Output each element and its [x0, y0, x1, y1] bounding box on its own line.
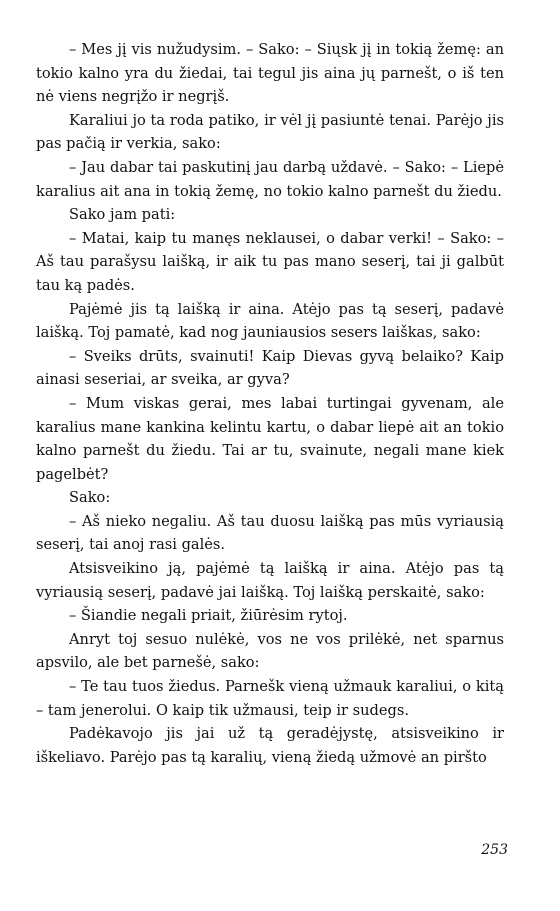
paragraph-3: – Jau dabar tai paskutinį jau darbą uždavė. – Sako: – Liepė karalius ait ana in tokią žemę, no tokio kalno parnešt du žiedu. — [36, 158, 504, 200]
paragraph-7: – Sveiks drūts, svainuti! Kaip Dievas gyvą belaiko? Kaip ainasi seseriai, ar sveika, ar gyva? — [36, 347, 504, 389]
paragraph-13: Anryt toj sesuo nulėkė, vos ne vos prilėkė, net sparnus apsvilo, ale bet parnešė, sako: — [36, 630, 504, 672]
paragraph-2: Karaliui jo ta roda patiko, ir vėl jį pasiuntė tenai. Parėjo jis pas pačią ir verkia, sako: — [36, 111, 504, 153]
paragraph-12: – Šiandie negali priait, žiūrėsim rytoj. — [69, 607, 348, 625]
paragraph-5: – Matai, kaip tu manęs neklausei, o dabar verki! – Sako: – Aš tau parašysu laišką, ir aik tu pas mano seserį, tai ji galbūt tau ką padės. — [36, 229, 504, 294]
paragraph-8: – Mum viskas gerai, mes labai turtingai gyvenam, ale karalius mane kankina kelintu kartu, o dabar liepė ait an tokio kalno parnešt du žiedu. Tai ar tu, svainute, negali mane kiek pagelbėt? — [36, 394, 504, 483]
paragraph-11: Atsisveikino ją, pajėmė tą laišką ir aina. Atėjo pas tą vyriausią seserį, padavė jai laišką. Toj laišką perskaitė, sako: — [36, 560, 504, 601]
paragraph-1: – Mes jį vis nužudysim. – Sako: – Siųsk jį in tokią žemę: an tokio kalno yra du žiedai, tai tegul jis aina jų parnešt, o iš ten nė viens negrįžo ir negrįš. — [36, 41, 504, 106]
paragraph-15: Padėkavojo jis jai už tą geradėjystę, atsisveikino ir iškeliavo. Parėjo pas tą karalių, vieną žiedą užmovė an piršto — [36, 725, 504, 766]
paragraph-10: – Aš nieko negaliu. Aš tau duosu laišką pas mūs vyriausią seserį, tai anoj rasi galės. — [36, 512, 504, 554]
paragraph-4: Sako jam pati: — [69, 206, 176, 224]
page-number: 253 — [481, 842, 508, 858]
paragraph-14: – Te tau tuos žiedus. Parnešk vieną užmauk karaliui, o kitą – tam jenerolui. O kaip tik užmausi, teip ir sudegs. — [36, 678, 504, 719]
paragraph-6: Pajėmė jis tą laišką ir aina. Atėjo pas tą seserį, padavė laišką. Toj pamatė, kad nog jauniausios sesers laiškas, sako: — [36, 300, 504, 342]
paragraph-9: Sako: — [69, 489, 111, 507]
book-page-text — [36, 38, 504, 769]
